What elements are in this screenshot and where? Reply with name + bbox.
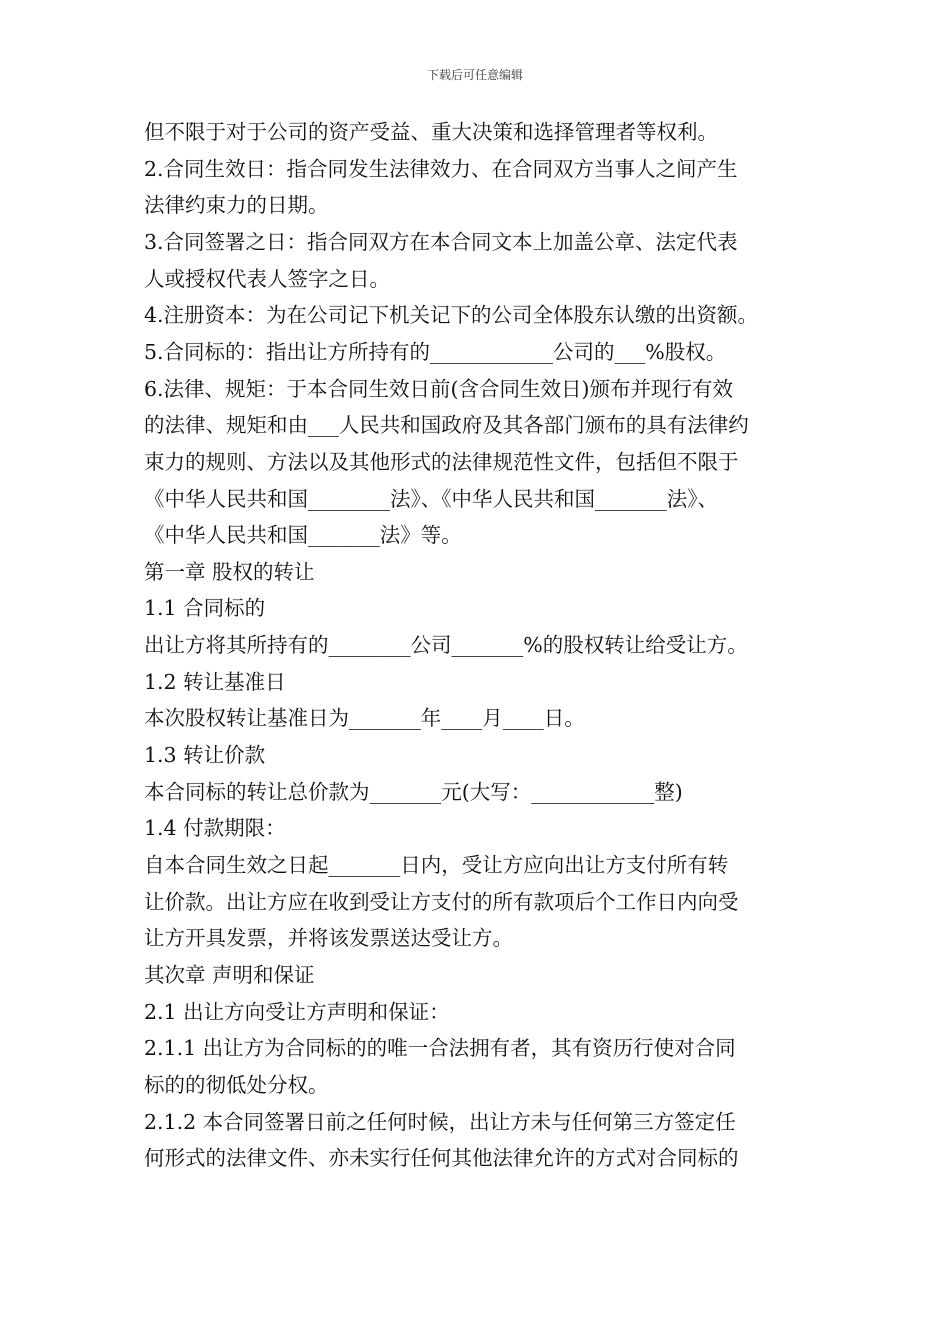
document-line: 5.合同标的：指出让方所持有的____________公司的___%股权。 [144, 340, 727, 364]
document-line: 《中华人民共和国_______法》等。 [144, 523, 462, 547]
document-line: 标的的彻低处分权。 [144, 1073, 329, 1097]
document-line: 2.1.2 本合同签署日前之任何时候，出让方未与任何第三方签定任 [144, 1110, 736, 1134]
document-line: 法律约束力的日期。 [144, 193, 329, 217]
document-line: 1.1 合同标的 [144, 596, 266, 620]
document-line: 2.合同生效日：指合同发生法律效力、在合同双方当事人之间产生 [144, 157, 738, 181]
document-line: 自本合同生效之日起_______日内，受让方应向出让方支付所有转 [144, 853, 729, 877]
document-line: 出让方将其所持有的________公司_______%的股权转让给受让方。 [144, 633, 748, 657]
document-line: 的法律、规矩和由___人民共和国政府及其各部门颁布的具有法律约 [144, 413, 749, 437]
document-line: 2.1.1 出让方为合同标的的唯一合法拥有者，其有资历行使对合同 [144, 1036, 736, 1060]
document-line: 何形式的法律文件、亦未实行任何其他法律允许的方式对合同标的 [144, 1146, 739, 1170]
document-line: 1.4 付款期限： [144, 816, 286, 840]
document-line: 1.2 转让基准日 [144, 670, 286, 694]
document-line: 但不限于对于公司的资产受益、重大决策和选择管理者等权利。 [144, 120, 718, 144]
document-line: 人或授权代表人签字之日。 [144, 267, 390, 291]
document-line: 束力的规则、方法以及其他形式的法律规范性文件，包括但不限于 [144, 450, 739, 474]
document-line: 其次章 声明和保证 [144, 963, 315, 987]
document-line: 《中华人民共和国________法》、《中华人民共和国_______法》、 [144, 487, 718, 511]
document-line: 让方开具发票，并将该发票送达受让方。 [144, 926, 513, 950]
document-line: 4.注册资本：为在公司记下机关记下的公司全体股东认缴的出资额。 [144, 303, 759, 327]
document-line: 本合同标的转让总价款为_______元(大写：____________整) [144, 780, 683, 804]
document-line: 本次股权转让基准日为_______年____月____日。 [144, 706, 585, 730]
document-line: 3.合同签署之日：指合同双方在本合同文本上加盖公章、法定代表 [144, 230, 738, 254]
document-line: 2.1 出让方向受让方声明和保证： [144, 1000, 450, 1024]
document-line: 1.3 转让价款 [144, 743, 266, 767]
document-line: 6.法律、规矩：于本合同生效日前(含合同生效日)颁布并现行有效 [144, 377, 734, 401]
page-header: 下载后可任意编辑 [426, 68, 523, 82]
document-line: 让价款。出让方应在收到受让方支付的所有款项后个工作日内向受 [144, 890, 739, 914]
document-line: 第一章 股权的转让 [144, 560, 315, 584]
